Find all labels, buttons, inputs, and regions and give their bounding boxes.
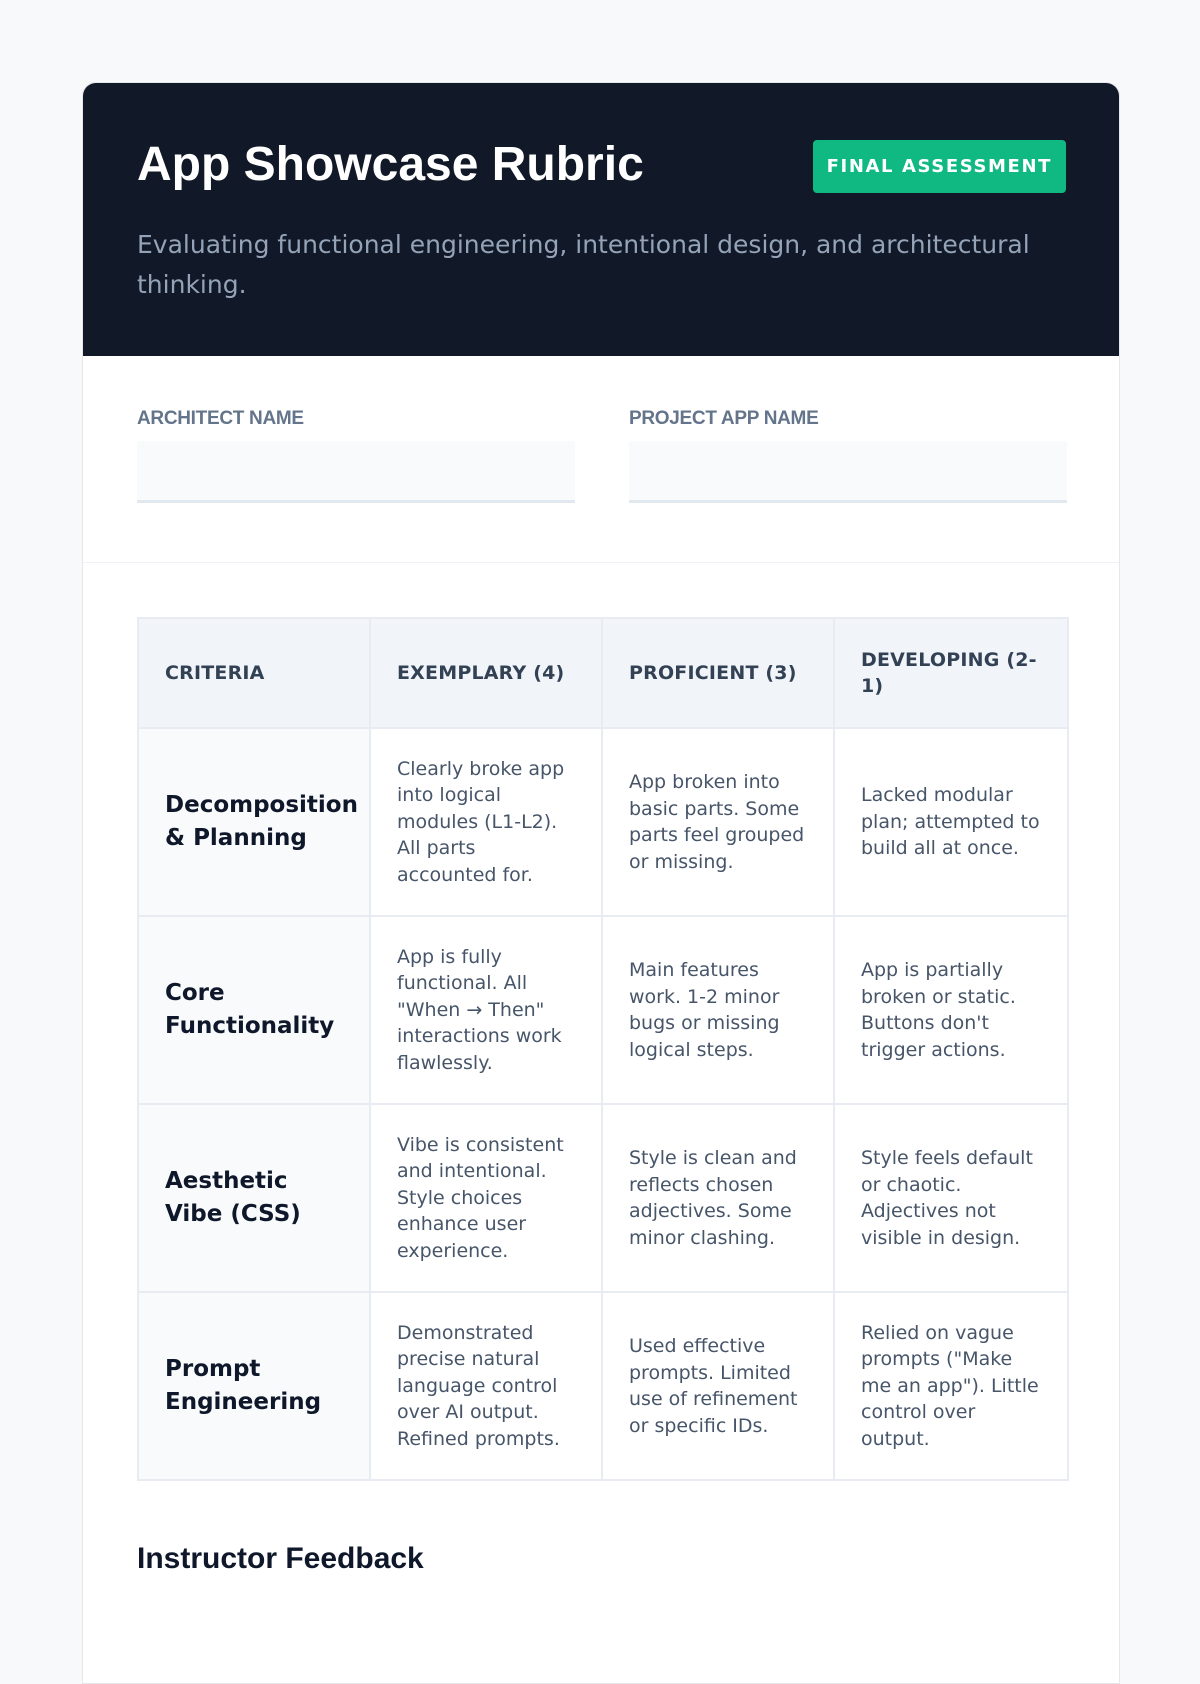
developing-cell: Lacked modular plan; attempted to build all at once. xyxy=(834,728,1068,916)
header-exemplary: EXEMPLARY (4) xyxy=(370,618,602,728)
header-criteria: CRITERIA xyxy=(138,618,370,728)
criteria-cell: Decomposition & Planning xyxy=(138,728,370,916)
architect-name-label: ARCHITECT NAME xyxy=(137,408,304,429)
info-fields xyxy=(83,356,1119,563)
exemplary-cell: App is fully functional. All "When → Then" interactions work flawlessly. xyxy=(370,916,602,1104)
criteria-cell: Core Functionality xyxy=(138,916,370,1104)
exemplary-cell: Clearly broke app into logical modules (L1-L2). All parts accounted for. xyxy=(370,728,602,916)
proficient-cell: App broken into basic parts. Some parts feel grouped or missing. xyxy=(602,728,834,916)
page-title: App Showcase Rubric xyxy=(137,138,644,191)
table-header-row xyxy=(138,618,1068,728)
instructor-feedback-heading: Instructor Feedback xyxy=(137,1542,424,1575)
rubric-table-wrap xyxy=(83,563,1119,1481)
table-row xyxy=(138,916,1068,1104)
table-row xyxy=(138,1292,1068,1480)
header-proficient: PROFICIENT (3) xyxy=(602,618,834,728)
project-app-name-input[interactable] xyxy=(629,441,1067,503)
rubric-table xyxy=(137,617,1069,1481)
proficient-cell: Main features work. 1-2 minor bugs or missing logical steps. xyxy=(602,916,834,1104)
table-row xyxy=(138,1104,1068,1292)
header xyxy=(83,83,1119,356)
criteria-cell: Prompt Engineering xyxy=(138,1292,370,1480)
proficient-cell: Used effective prompts. Limited use of refinement or specific IDs. xyxy=(602,1292,834,1480)
developing-cell: App is partially broken or static. Buttons don't trigger actions. xyxy=(834,916,1068,1104)
proficient-cell: Style is clean and reflects chosen adjectives. Some minor clashing. xyxy=(602,1104,834,1292)
architect-name-input[interactable] xyxy=(137,441,575,503)
criteria-cell: Aesthetic Vibe (CSS) xyxy=(138,1104,370,1292)
architect-field-group xyxy=(137,408,575,562)
table-row xyxy=(138,728,1068,916)
page-subtitle: Evaluating functional engineering, intentional design, and architectural thinking. xyxy=(137,230,1030,299)
exemplary-cell: Vibe is consistent and intentional. Style choices enhance user experience. xyxy=(370,1104,602,1292)
rubric-card xyxy=(82,82,1120,1684)
status-badge: FINAL ASSESSMENT xyxy=(813,140,1066,193)
developing-cell: Style feels default or chaotic. Adjectives not visible in design. xyxy=(834,1104,1068,1292)
header-developing: DEVELOPING (2-1) xyxy=(834,618,1068,728)
developing-cell: Relied on vague prompts ("Make me an app"). Little control over output. xyxy=(834,1292,1068,1480)
project-field-group xyxy=(629,408,1067,562)
project-app-name-label: PROJECT APP NAME xyxy=(629,408,819,429)
exemplary-cell: Demonstrated precise natural language control over AI output. Refined prompts. xyxy=(370,1292,602,1480)
